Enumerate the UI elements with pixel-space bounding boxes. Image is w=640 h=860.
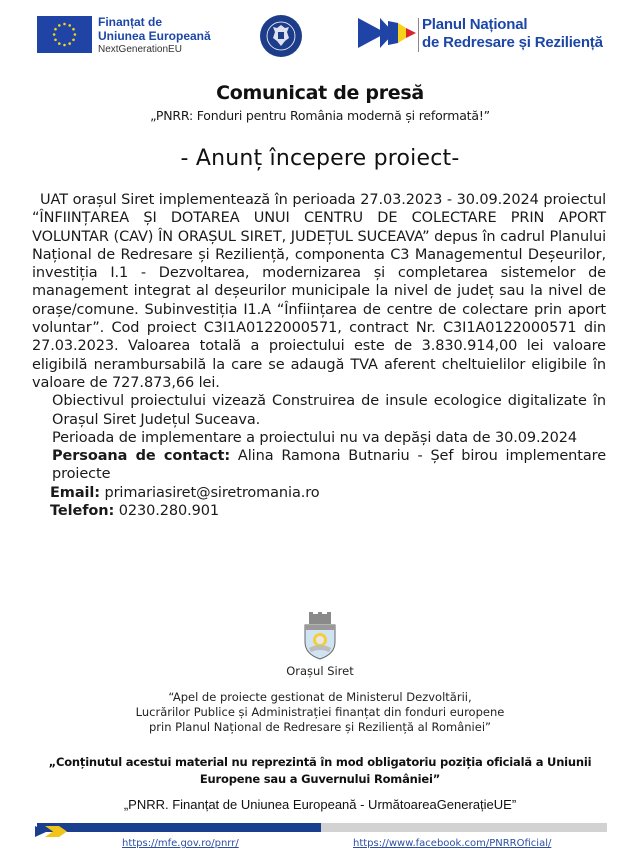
announcement-heading: - Anunț începere proiect-: [180, 146, 460, 171]
eu-text-line1: Finanțat de: [98, 15, 163, 29]
press-release-body: [32, 191, 607, 520]
contact-email-value[interactable]: primariasiret@siretromania.ro: [104, 484, 320, 501]
contact-email: [50, 484, 606, 502]
pnrr-logo-text: [422, 16, 603, 52]
paragraph2-text: Obiectivul proiectului vizează Construirea de insule ecologice digitalizate în Orașul Siret Județul Suceava.: [52, 393, 606, 428]
call-for-projects-text: [0, 690, 640, 735]
siret-coat-of-arms-icon: [301, 612, 339, 660]
footer-bar-grey: [321, 823, 607, 832]
page-subtitle: „PNRR: Fonduri pentru România modernă și reformată!”: [150, 108, 490, 123]
eu-flag-icon: [37, 16, 92, 53]
contact-person-label: Persoana de contact:: [52, 448, 231, 465]
pnrr-text-line2: de Redresare și Reziliență: [422, 34, 603, 51]
pnrr-arrows-icon: [358, 17, 420, 49]
paragraph-objective: [32, 392, 606, 429]
disclaimer-line2: Europene sau a Guvernului României”: [199, 772, 441, 786]
header-logos: [0, 0, 640, 68]
link-facebook-pnrr[interactable]: https://www.facebook.com/PNRROficial/: [353, 838, 552, 849]
footer-bar-blue: [37, 823, 321, 832]
paragraph-project-description: [32, 191, 606, 392]
paragraph-period: [32, 429, 606, 447]
call-text-line1: “Apel de proiecte gestionat de Ministerul Dezvoltării,: [168, 690, 472, 704]
link-mfe-pnrr[interactable]: https://mfe.gov.ro/pnrr/: [122, 838, 239, 849]
page-title: Comunicat de presă: [216, 82, 424, 104]
footer-tagline: „PNRR. Finanțat de Uniunea Europeană - UrmătoareaGenerațieUE”: [123, 797, 517, 812]
call-text-line3: prin Planul Național de Redresare și Reziliență al României”: [149, 720, 491, 734]
eu-text-line3: NextGenerationEU: [98, 44, 182, 55]
footer-bar: [37, 823, 607, 832]
siret-label: Orașul Siret: [286, 664, 354, 678]
pnrr-divider: [418, 18, 419, 52]
contact-phone-value: 0230.280.901: [118, 503, 219, 520]
arrow-icon: [35, 822, 69, 833]
disclaimer: [0, 754, 640, 788]
romanian-government-seal-icon: [259, 14, 303, 58]
disclaimer-line1: „Conținutul acestui material nu reprezintă în mod obligatoriu poziția oficială a Uniunii: [48, 755, 592, 769]
contact-phone-label: Telefon:: [50, 503, 115, 520]
contact-email-label: Email:: [50, 484, 100, 501]
contact-phone: [50, 502, 606, 520]
pnrr-text-line1: Planul Național: [422, 16, 528, 33]
paragraph3-text: Perioada de implementare a proiectului nu va depăși data de 30.09.2024: [52, 429, 577, 446]
paragraph1-text: UAT orașul Siret implementează în perioada 27.03.2023 - 30.09.2024 proiectul “ÎNFIINȚAREA ȘI DOTAREA UNUI CENTRU DE COLECTARE PRIN APORT VOLUNTAR (CAV) ÎN ORAȘUL SIRET, JUDEȚUL SUCEAVA” depus în cadrul Planului Național de Redresare și Reziliență, componenta C3 Managementul Deșeurilor, investiția I.1 - Dezvoltarea, modernizarea și completarea sistemelor de management integrat al deșeurilor municipale la nivel de județ sau la nivel de orașe/comune. Subinvestiția I1.A “Înființarea de centre de colectare prin aport voluntar”. Cod proiect C3I1A0122000571, contract Nr. C3I1A0122000571 din 27.03.2023. Valoarea totală a proiectului este de 3.830.914,00 lei valoare eligibilă nerambursabilă la care se adaugă TVA aferent cheltuielilor eligibile în valoare de 727.873,66 lei.: [32, 192, 606, 391]
eu-funding-text: [98, 15, 211, 56]
eu-text-line2: Uniunea Europeană: [98, 29, 211, 43]
call-text-line2: Lucrărilor Publice și Administrației finanțat din fonduri europene: [135, 705, 505, 719]
contact-person-value: Alina Ramona Butnariu - Șef birou implementare proiecte: [52, 448, 607, 483]
contact-person: [32, 447, 606, 484]
